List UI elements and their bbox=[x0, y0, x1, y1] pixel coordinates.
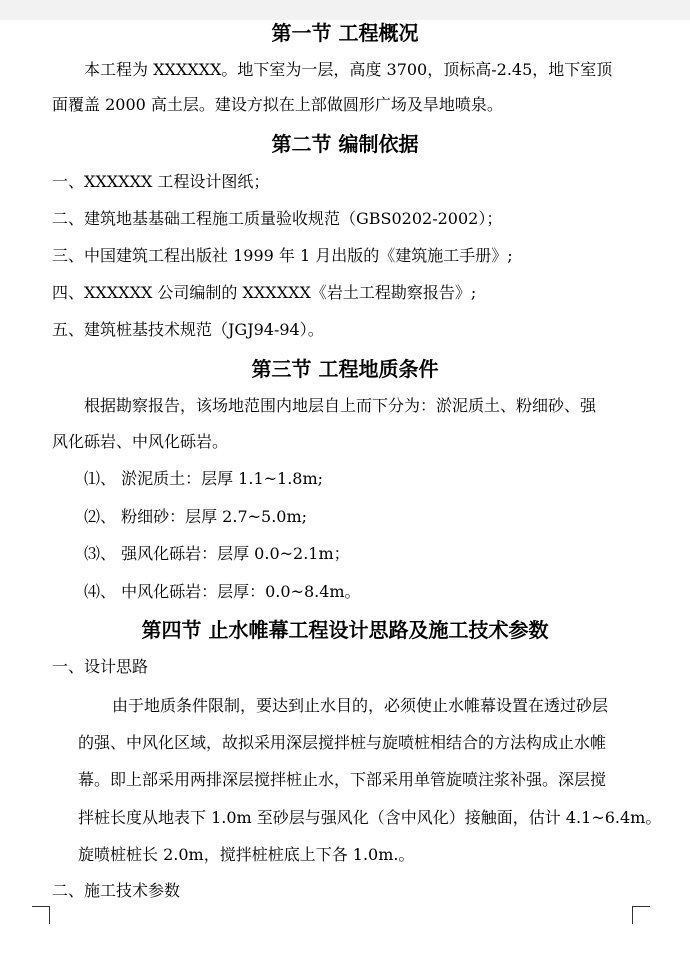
section-1-title: 第一节 工程概况 bbox=[271, 21, 419, 45]
section-3-para-line-1: 根据勘察报告，该场地范围内地层自上而下分为：淤泥质土、粉细砂、强 bbox=[84, 396, 597, 415]
page-margin-corner-right bbox=[632, 906, 650, 924]
soil-layer-4: ⑷、 中风化砾岩：层厚：0.0~8.4m。 bbox=[84, 582, 361, 601]
basis-item-2: 二、建筑地基基础工程施工质量验收规范（GBS0202-2002）； bbox=[52, 209, 503, 228]
section-4-title: 第四节 止水帷幕工程设计思路及施工技术参数 bbox=[141, 618, 549, 642]
section-4-para-line-1: 由于地质条件限制，要达到止水目的，必须使止水帷幕设置在透过砂层 bbox=[112, 696, 609, 715]
basis-item-1: 一、XXXXXX 工程设计图纸； bbox=[52, 172, 270, 191]
section-4-para-line-2: 的强、中风化区域，故拟采用深层搅拌桩与旋喷桩相结合的方法构成止水帷 bbox=[78, 733, 607, 752]
section-4-para-line-4: 拌桩长度从地表下 1.0m 至砂层与强风化（含中风化）接触面，估计 4.1~6.4m。 bbox=[78, 808, 662, 827]
basis-item-4: 四、XXXXXX 公司编制的 XXXXXX《岩土工程勘察报告》; bbox=[52, 283, 477, 302]
basis-item-5: 五、建筑桩基技术规范（JGJ94-94）。 bbox=[52, 320, 324, 339]
section-4-para-line-3: 幕。即上部采用两排深层搅拌桩止水，下部采用单管旋喷注浆补强。深层搅 bbox=[78, 770, 607, 789]
soil-layer-1: ⑴、 淤泥质土：层厚 1.1~1.8m; bbox=[84, 469, 324, 488]
section-3-para-line-2: 风化砾岩、中风化砾岩。 bbox=[52, 432, 229, 451]
basis-item-3: 三、中国建筑工程出版社 1999 年 1 月出版的《建筑施工手册》; bbox=[52, 246, 513, 265]
tech-params-subheading: 二、施工技术参数 bbox=[52, 881, 181, 900]
design-idea-subheading: 一、设计思路 bbox=[52, 657, 149, 676]
section-1-para-line-2: 面覆盖 2000 高土层。建设方拟在上部做圆形广场及旱地喷泉。 bbox=[52, 95, 503, 114]
page-margin-corner-left bbox=[32, 906, 50, 924]
section-2-title: 第二节 编制依据 bbox=[271, 132, 419, 156]
section-1-para-line-1: 本工程为 XXXXXX。地下室为一层，高度 3700，顶标高-2.45，地下室顶 bbox=[84, 60, 613, 79]
soil-layer-2: ⑵、 粉细砂：层厚 2.7~5.0m; bbox=[84, 507, 308, 526]
soil-layer-3: ⑶、 强风化砾岩：层厚 0.0~2.1m； bbox=[84, 544, 350, 563]
section-4-para-line-5: 旋喷桩桩长 2.0m，搅拌桩桩底上下各 1.0m.。 bbox=[78, 845, 415, 864]
section-3-title: 第三节 工程地质条件 bbox=[251, 357, 439, 381]
